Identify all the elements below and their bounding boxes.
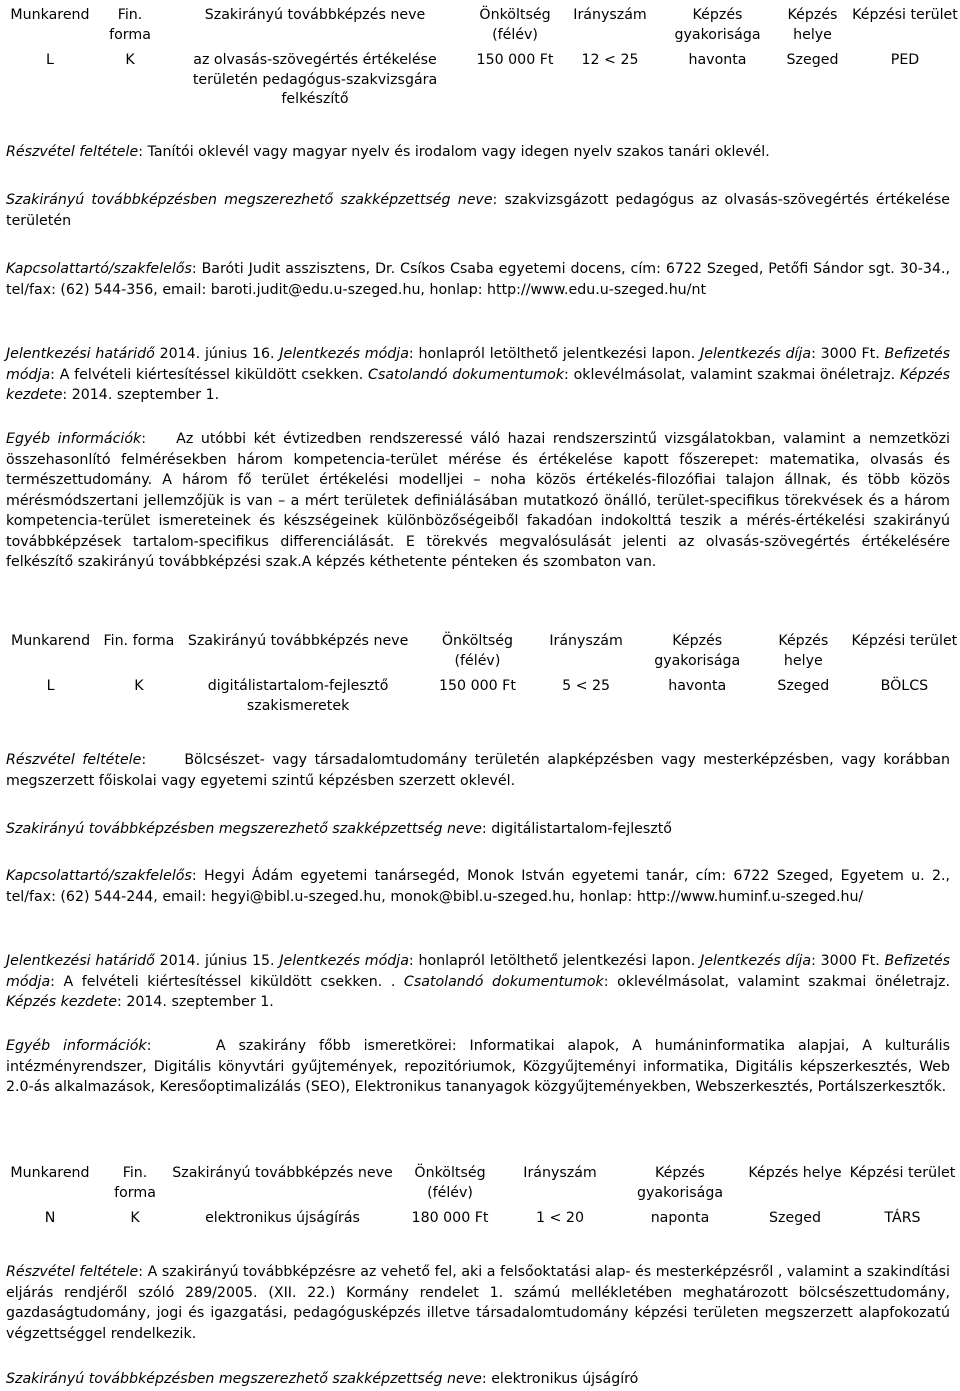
szakkepzettseg: Szakirányú továbbképzésben megszerezhető szakképzettség neve: digitálistartalom-fejlesztő (6, 821, 672, 837)
hatarido-label: Jelentkezési határidő (6, 346, 155, 362)
egyeb-informaciok: Egyéb információk: Az utóbbi két évtizedben rendszeressé váló hazai rendszerszintű vizsgálatokban, valamint a nemzetközi összehasonlító felmérésekben három kompetencia-terület mérése és értékelése kapott főszerepet: matematika, olvasás és természettudomány. A három fő terület értékelési modelljei – noha közös értékelés-filozófiai talajon állnak, és több közös mérésmódszertani jellemzőjük is van – a mért területek definiálásában mutatkozó önálló, terület-specifikus törekvések és a három kompetencia-terület ismereteinek és készségeinek különbözőségeiből fakadóan indokolttá teszik a mérés-értékelési szakirányú továbbképzések tartalom-specifikus differenciálását. E törekvés megvalósulását jelenti az olvasás-szövegértés értékelésére felkészítő szakirányú továbbképzési szak.A képzés kéthetente pénteken és szombaton van. (6, 431, 950, 570)
program-3-table (0, 1164, 960, 1229)
csatolando-label: Csatolandó dokumentumok (368, 366, 565, 383)
cell-neve: az olvasás-szövegértés értékelése területén pedagógus-szakvizsgára felkészítő (192, 52, 438, 107)
befizetes-text: A felvételi kiértesítéssel kiküldött csekken. . (63, 973, 396, 990)
cell-fin-forma: K (134, 678, 144, 694)
cell-neve: digitálistartalom-fejlesztő szakismeretek (207, 678, 389, 714)
szakkepzettseg-text: elektronikus újságíró (491, 1371, 639, 1387)
table-row (0, 677, 960, 716)
header-szakiranyu: Szakirányú továbbképzés neve (187, 633, 409, 649)
szakkepzettseg: Szakirányú továbbképzésben megszerezhető szakképzettség neve: elektronikus újságíró (6, 1371, 639, 1387)
cell-gyakorisag: naponta (650, 1210, 710, 1226)
szakkepzettseg: Szakirányú továbbképzésben megszerezhető szakképzettség neve: szakvizsgázott pedagógus az olvasás-szövegértés értékelése területén (6, 192, 950, 229)
kezdete-label: Képzés kezdete (6, 994, 118, 1010)
table-header-row (0, 6, 960, 51)
szakkepzettseg-label: Szakirányú továbbképzésben megszerezhető szakképzettség neve (6, 821, 482, 837)
jelentkezes-info: Jelentkezési határidő 2014. június 16. Jelentkezés módja: honlapról letölthető jelentkezési lapon. Jelentkezés díja: 3000 Ft. Befizetés módja: A felvételi kiértesítéssel kiküldött csekken. Csatolandó dokumentumok: oklevélmásolat, valamint szakmai önéletrajz. Képzés kezdete: 2014. szeptember 1. (6, 346, 951, 403)
header-iranyszam: Irányszám (549, 633, 623, 649)
hatarido-text: 2014. június 15. (159, 953, 275, 969)
kapcsolat-label: Kapcsolattartó/szakfelelős (6, 868, 192, 884)
table-header-row (0, 632, 960, 677)
cell-neve: elektronikus újságírás (205, 1210, 360, 1226)
szakkepzettseg-label: Szakirányú továbbképzésben megszerezhető szakképzettség neve (6, 192, 493, 208)
modja-label: Jelentkezés módja (279, 346, 409, 362)
hatarido-label: Jelentkezési határidő (6, 953, 155, 969)
header-iranyszam: Irányszám (573, 7, 647, 23)
header-iranyszam: Irányszám (523, 1165, 597, 1181)
cell-fin-forma: K (125, 52, 135, 68)
cell-onkoltseg: 150 000 Ft (438, 678, 516, 694)
befizetes-label: Befizetés módja (6, 346, 951, 383)
egyeb-label: Egyéb információk (6, 431, 142, 447)
header-munkarend: Munkarend (10, 633, 91, 649)
header-munkarend: Munkarend (10, 7, 90, 23)
reszvetel-text: Bölcsészet- vagy társadalomtudomány területén alapképzésben vagy mesterképzésben, vagy korábban megszerzett főiskolai vagy egyetemi szintű képzésben szerzett oklevél. (6, 752, 950, 789)
jelentkezes-info: Jelentkezési határidő 2014. június 15. Jelentkezés módja: honlapról letölthető jelentkezési lapon. Jelentkezés díja: 3000 Ft. Befizetés módja: A felvételi kiértesítéssel kiküldött csekken. . Csatolandó dokumentumok: oklevélmásolat, valamint szakmai önéletrajz. Képzés kezdete: 2014. szeptember 1. (6, 953, 951, 1010)
egyeb-text: A szakirány főbb ismeretkörei: Informatikai alapok, A humáninformatika alapjai, A kulturális intézményrendszer, Digitális könyvtári gyűjtemények, repozitóriumok, Közgyűjteményi informatika, Digitális képszerkesztés, Web 2.0-ás alkalmazások, Keresőoptimalizálás (SEO), Elektronikus tananyagok közgyűjteményekben, Webszerkesztés, Portálszerkesztők. (6, 1038, 950, 1095)
reszvetel-feltetele: Részvétel feltétele: Bölcsészet- vagy társadalomtudomány területén alapképzésben vagy mesterképzésben, vagy korábban megszerzett főiskolai vagy egyetemi szintű képzésben szerzett oklevél. (6, 752, 950, 789)
header-onkoltseg: Önköltség (félév) (479, 7, 551, 43)
csatolando-text: oklevélmásolat, valamint szakmai önéletrajz. (617, 973, 950, 990)
cell-iranyszam: 5 < 25 (562, 678, 611, 694)
cell-gyakorisag: havonta (688, 52, 747, 68)
cell-onkoltseg: 150 000 Ft (476, 52, 554, 68)
kapcsolat-text: Baróti Judit asszisztens, Dr. Csíkos Csaba egyetemi docens, cím: 6722 Szeged, Petőfi Sándor sgt. 30-34., tel/fax: (62) 544-356, email: baroti.judit@edu.u-szeged.hu, honlap: http://www.edu.u-szeged.hu/nt (6, 261, 950, 298)
dija-label: Jelentkezés díja (700, 346, 812, 362)
reszvetel-label: Részvétel feltétele (6, 752, 142, 768)
header-kepzesi-terulet: Képzési terület (852, 7, 958, 23)
dija-label: Jelentkezés díja (700, 953, 812, 969)
cell-munkarend: L (46, 52, 54, 68)
cell-terulet: TÁRS (884, 1210, 921, 1226)
cell-gyakorisag: havonta (668, 678, 727, 694)
header-kepzes-helye: Képzés helye (748, 1165, 842, 1181)
reszvetel-label: Részvétel feltétele (6, 144, 139, 160)
szakkepzettseg-text: szakvizsgázott pedagógus az olvasás-szövegértés értékelése területén (6, 192, 950, 229)
cell-helye: Szeged (769, 1210, 821, 1226)
kezdete-text: 2014. szeptember 1. (71, 387, 220, 403)
header-kepzes-helye: Képzés helye (787, 7, 838, 43)
egyeb-text: Az utóbbi két évtizedben rendszeressé váló hazai rendszerszintű vizsgálatokban, valamint a nemzetközi összehasonlító felmérésekben három kompetencia-terület mérése és értékelése kapott főszerepet: matematika, olvasás és természettudomány. A három fő terület értékelési modelljei – noha közös értékelés-filozófiai talajon állnak, és több közös mérésmódszertani jellemzőjük is van – a mért területek definiálásában mutatkozó önálló, terület-specifikus törekvések és a három kompetencia-terület ismereteinek és készségeinek különbözőségeiből fakadóan indokolttá teszik a mérés-értékelési szakirányú továbbképzések tartalom-specifikus differenciálását. E törekvés megvalósulását jelenti az olvasás-szövegértés értékelésére felkészítő szakirányú továbbképzési szak.A képzés kéthetente pénteken és szombaton van. (6, 431, 950, 570)
kapcsolattarto: Kapcsolattartó/szakfelelős: Hegyi Ádám egyetemi tanársegéd, Monok István egyetemi tanár, cím: 6722 Szeged, Egyetem u. 2., tel/fax: (62) 544-244, email: hegyi@bibl.u-szeged.hu, monok@bibl.u-szeged.hu, honlap: http://www.huminf.u-szeged.hu/ (6, 868, 950, 905)
cell-terulet: BÖLCS (880, 678, 929, 694)
reszvetel-text: A szakirányú továbbképzésre az vehető fel, aki a felsőoktatási alap- és mesterképzésről , valamint a szakindítási eljárás rendjéről szóló 289/2005. (XII. 22.) Kormány rendelet 1. számú mellékletében meghatározott bölcsészettudomány, gazdaságtudomány, jogi és igazgatási, pedagógusképzés illetve társadalomtudomány képzési területen megszerzett alapfokozatú végzettséggel rendelkezik. (6, 1264, 950, 1342)
header-kepzesi-terulet: Képzési terület (851, 633, 958, 649)
szakkepzettseg-text: digitálistartalom-fejlesztő (491, 821, 672, 837)
table-row (0, 51, 960, 110)
cell-terulet: PED (890, 52, 920, 68)
reszvetel-feltetele: Részvétel feltétele: Tanítói oklevél vagy magyar nyelv és irodalom vagy idegen nyelv szakos tanári oklevél. (6, 144, 770, 160)
table-row (0, 1209, 960, 1229)
cell-onkoltseg: 180 000 Ft (411, 1210, 489, 1226)
cell-fin-forma: K (130, 1210, 140, 1226)
reszvetel-label: Részvétel feltétele (6, 1264, 139, 1280)
header-fin-forma: Fin. forma (114, 1165, 156, 1201)
egyeb-label: Egyéb információk (6, 1038, 147, 1054)
header-munkarend: Munkarend (10, 1165, 90, 1181)
cell-helye: Szeged (786, 52, 839, 68)
modja-text: honlapról letölthető jelentkezési lapon. (418, 953, 696, 969)
egyeb-informaciok: Egyéb információk: A szakirány főbb ismeretkörei: Informatikai alapok, A humáninformatika alapjai, A kulturális intézményrendszer, Digitális könyvtári gyűjtemények, repozitóriumok, Közgyűjteményi informatika, Digitális képszerkesztés, Web 2.0-ás alkalmazások, Keresőoptimalizálás (SEO), Elektronikus tananyagok közgyűjteményekben, Webszerkesztés, Portálszerkesztők. (6, 1038, 950, 1095)
program-1-table (0, 6, 960, 110)
header-fin-forma: Fin. forma (103, 633, 175, 649)
modja-text: honlapról letölthető jelentkezési lapon. (418, 346, 696, 362)
reszvetel-feltetele: Részvétel feltétele: A szakirányú továbbképzésre az vehető fel, aki a felsőoktatási alap- és mesterképzésről , valamint a szakindítási eljárás rendjéről szóló 289/2005. (XII. 22.) Kormány rendelet 1. számú mellékletében meghatározott bölcsészettudomány, gazdaságtudomány, jogi és igazgatási, pedagógusképzés illetve társadalomtudomány képzési területen megszerzett alapfokozatú végzettséggel rendelkezik. (6, 1264, 950, 1342)
header-onkoltseg: Önköltség (félév) (414, 1165, 486, 1201)
header-szakiranyu: Szakirányú továbbképzés neve (172, 1165, 393, 1181)
csatolando-text: oklevélmásolat, valamint szakmai önéletrajz. (573, 366, 896, 383)
cell-helye: Szeged (777, 678, 830, 694)
kapcsolat-label: Kapcsolattartó/szakfelelős (6, 261, 192, 277)
header-kepzes-gyakorisaga: Képzés gyakorisága (674, 7, 761, 43)
header-szakiranyu: Szakirányú továbbképzés neve (204, 7, 426, 23)
header-kepzesi-terulet: Képzési terület (849, 1165, 956, 1181)
kapcsolattarto: Kapcsolattartó/szakfelelős: Baróti Judit asszisztens, Dr. Csíkos Csaba egyetemi docens, cím: 6722 Szeged, Petőfi Sándor sgt. 30-34., tel/fax: (62) 544-356, email: baroti.judit@edu.u-szeged.hu, honlap: http://www.edu.u-szeged.hu/nt (6, 261, 950, 298)
befizetes-label: Befizetés módja (6, 953, 951, 990)
befizetes-text: A felvételi kiértesítéssel kiküldött csekken. (59, 366, 364, 383)
table-header-row (0, 1164, 960, 1209)
dija-text: 3000 Ft. (820, 346, 880, 362)
header-kepzes-gyakorisaga: Képzés gyakorisága (636, 1165, 724, 1201)
header-fin-forma: Fin. forma (109, 7, 151, 43)
szakkepzettseg-label: Szakirányú továbbképzésben megszerezhető szakképzettség neve (6, 1371, 482, 1387)
header-kepzes-helye: Képzés helye (778, 633, 829, 669)
program-2-table (0, 632, 960, 716)
kapcsolat-text: Hegyi Ádám egyetemi tanársegéd, Monok István egyetemi tanár, cím: 6722 Szeged, Egyetem u. 2., tel/fax: (62) 544-244, email: hegyi@bibl.u-szeged.hu, monok@bibl.u-szeged.hu, honlap: http://www.huminf.u-szeged.hu/ (6, 868, 950, 905)
kezdete-text: 2014. szeptember 1. (126, 994, 274, 1010)
csatolando-label: Csatolandó dokumentumok (403, 973, 604, 990)
kezdete-label: Képzés kezdete (6, 366, 950, 403)
cell-iranyszam: 1 < 20 (536, 1210, 584, 1226)
cell-iranyszam: 12 < 25 (581, 52, 639, 68)
cell-munkarend: N (44, 1210, 56, 1226)
cell-munkarend: L (46, 678, 55, 694)
header-onkoltseg: Önköltség (félév) (441, 633, 514, 669)
dija-text: 3000 Ft. (820, 953, 880, 969)
modja-label: Jelentkezés módja (279, 953, 409, 969)
hatarido-text: 2014. június 16. (159, 346, 275, 362)
header-kepzes-gyakorisaga: Képzés gyakorisága (654, 633, 741, 669)
reszvetel-text: Tanítói oklevél vagy magyar nyelv és irodalom vagy idegen nyelv szakos tanári oklevél. (147, 144, 770, 160)
